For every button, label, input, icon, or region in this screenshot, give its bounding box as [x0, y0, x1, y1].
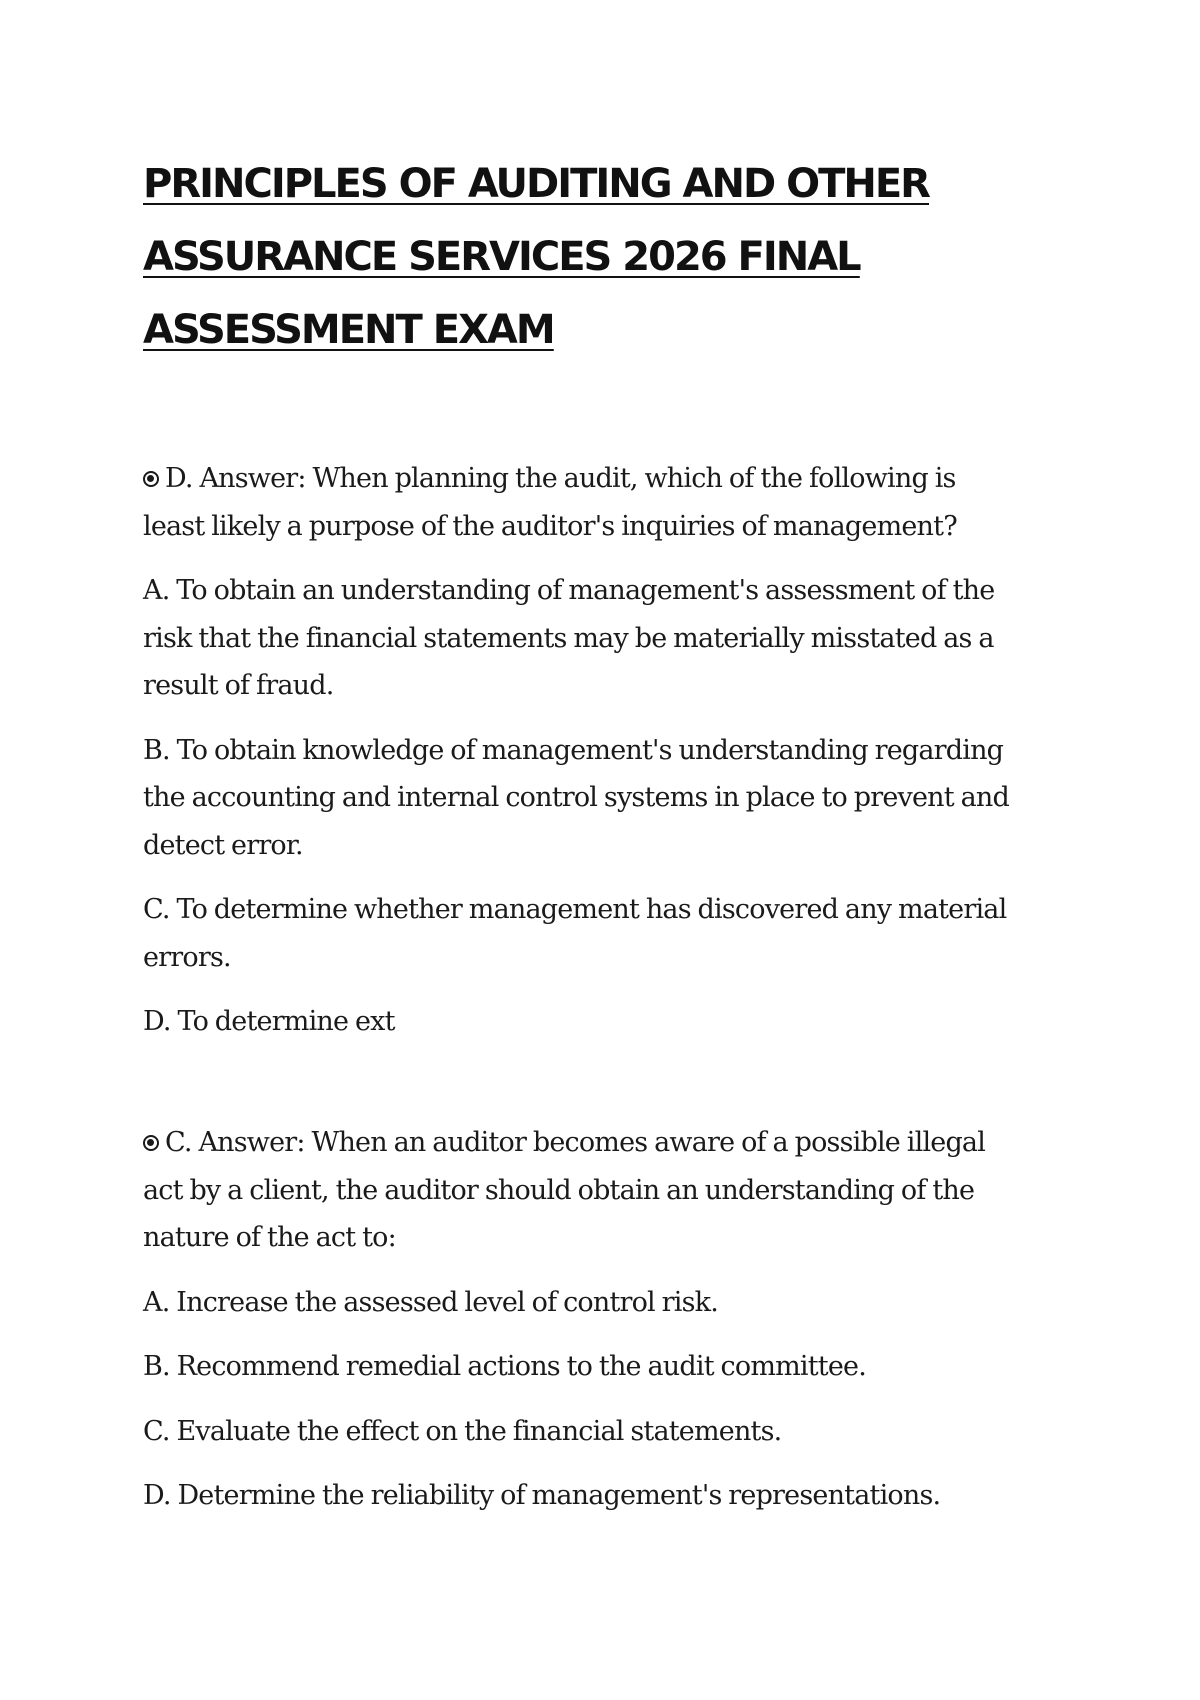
question-2-line-1: C. Answer: When an auditor becomes aware of a possible illegal — [143, 1119, 1073, 1167]
question-1-answer-label: D. Answer: — [165, 463, 306, 494]
radio-selected-icon — [143, 471, 159, 487]
question-2-line-2: act by a client, the auditor should obtain an understanding of the — [143, 1174, 975, 1206]
radio-selected-icon — [143, 1135, 159, 1151]
question-2-option-c: C. Evaluate the effect on the financial statements. — [143, 1415, 782, 1447]
question-1-stem — [143, 455, 1073, 550]
question-1-option-c: C. To determine whether management has discovered any material errors. — [143, 894, 1007, 973]
document-title — [143, 148, 1043, 367]
question-2-line-3: nature of the act to: — [143, 1222, 396, 1253]
title-line-1: PRINCIPLES OF AUDITING AND OTHER — [143, 161, 929, 207]
question-1-option-b: B. To obtain knowledge of management's understanding regarding the accounting and internal control systems in place to prevent and detect error. — [143, 734, 1009, 861]
question-block-1 — [143, 455, 1073, 1046]
question-2-option-b: B. Recommend remedial actions to the audit committee. — [143, 1351, 867, 1382]
question-2-option-d: D. Determine the reliability of management's representations. — [143, 1480, 941, 1511]
question-2-answer-label: C. Answer: — [165, 1127, 305, 1158]
question-1-line-2: least likely a purpose of the auditor's inquiries of management? — [143, 510, 957, 542]
question-block-2 — [143, 1119, 1073, 1520]
title-line-2: ASSURANCE SERVICES 2026 FINAL — [143, 234, 860, 280]
question-1-option-d: D. To determine ext — [143, 1006, 395, 1037]
title-line-3: ASSESSMENT EXAM — [143, 307, 554, 353]
question-2-option-a: A. Increase the assessed level of control risk. — [143, 1286, 719, 1318]
question-1-line-1: D. Answer: When planning the audit, which of the following is — [143, 455, 1073, 503]
question-1-option-a: A. To obtain an understanding of management's assessment of the risk that the financial statements may be materially misstated as a result of fraud. — [143, 575, 995, 701]
question-2-stem — [143, 1119, 1073, 1262]
